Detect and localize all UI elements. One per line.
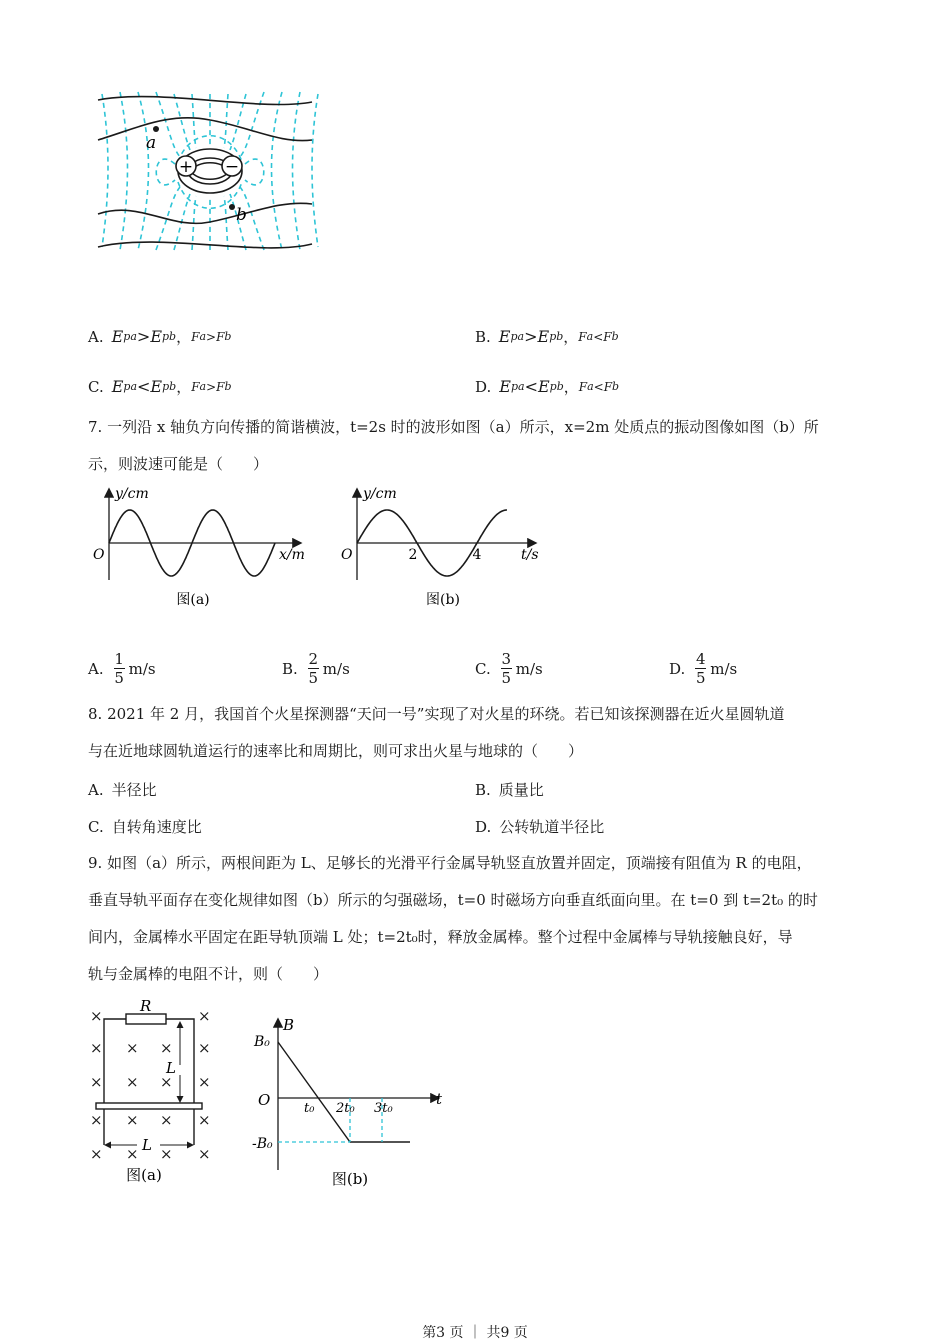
tlabel-b: t/s bbox=[521, 547, 539, 563]
label-B: B bbox=[283, 1016, 295, 1034]
relation: < bbox=[524, 377, 538, 396]
label-b: b bbox=[236, 205, 247, 225]
q7-option-b[interactable] bbox=[282, 650, 350, 687]
relation: < bbox=[137, 377, 151, 396]
numerator: 2 bbox=[308, 650, 319, 668]
energy-subscript: pb bbox=[162, 380, 177, 393]
energy-subscript: pa bbox=[123, 380, 138, 393]
q8-option-b[interactable] bbox=[475, 779, 544, 800]
cross-mark: × bbox=[160, 1145, 173, 1163]
energy-symbol: E bbox=[499, 377, 511, 396]
cross-mark: × bbox=[126, 1145, 139, 1163]
numerator: 4 bbox=[695, 650, 706, 668]
option-label: B. bbox=[475, 327, 491, 346]
fraction bbox=[695, 650, 706, 687]
cross-mark: × bbox=[198, 1039, 211, 1057]
unit: m/s bbox=[322, 659, 350, 678]
cross-mark: × bbox=[90, 1145, 103, 1163]
ylabel-a: y/cm bbox=[115, 486, 149, 502]
fraction bbox=[114, 650, 125, 687]
numerator: 3 bbox=[501, 650, 511, 668]
force-subscript: b bbox=[611, 330, 619, 343]
separator: ， bbox=[563, 328, 579, 346]
label-negB0: -B₀ bbox=[252, 1136, 273, 1152]
force-relation: < bbox=[593, 329, 604, 344]
energy-subscript: pa bbox=[510, 380, 525, 393]
energy-symbol: E bbox=[150, 327, 162, 346]
xlabel-a: x/m bbox=[279, 547, 305, 563]
dipole-field-figure bbox=[90, 82, 330, 262]
force-symbol: F bbox=[191, 329, 200, 344]
option-label: A. bbox=[88, 327, 104, 346]
cross-mark: × bbox=[90, 1111, 103, 1129]
cross-mark: × bbox=[126, 1111, 139, 1129]
fraction bbox=[308, 650, 319, 687]
unit: m/s bbox=[710, 659, 738, 678]
fraction bbox=[501, 650, 512, 687]
option-text: 公转轨道半径比 bbox=[499, 818, 605, 836]
cross-mark: × bbox=[160, 1073, 173, 1091]
option-label: D. bbox=[669, 659, 686, 678]
q7-line2: 示，则波速可能是（ ） bbox=[88, 455, 269, 473]
tick-2: 2 bbox=[408, 547, 418, 563]
q7-option-a[interactable] bbox=[88, 650, 156, 687]
cross-mark: × bbox=[160, 1111, 173, 1129]
cross-mark: × bbox=[126, 1073, 139, 1091]
force-relation: > bbox=[206, 329, 217, 344]
relation: > bbox=[136, 327, 151, 346]
wave-figure-a bbox=[85, 480, 325, 615]
force-subscript: a bbox=[586, 330, 594, 343]
force-subscript: a bbox=[587, 380, 594, 393]
label-R: R bbox=[140, 997, 152, 1015]
caption-a: 图(a) bbox=[176, 592, 210, 608]
denominator: 5 bbox=[695, 669, 706, 687]
q9-line4: 轨与金属棒的电阻不计，则（ ） bbox=[88, 965, 329, 983]
force-symbol: F bbox=[216, 379, 225, 394]
label-t0: t₀ bbox=[304, 1101, 315, 1116]
energy-symbol: E bbox=[150, 377, 163, 396]
energy-subscript: pa bbox=[510, 330, 525, 343]
rail-figure-a bbox=[82, 995, 217, 1190]
wave-figure-b bbox=[335, 480, 545, 615]
option-label: C. bbox=[475, 659, 491, 678]
origin-b: O bbox=[341, 547, 353, 563]
tick-4: 4 bbox=[472, 547, 482, 563]
option-label: B. bbox=[475, 780, 491, 799]
cross-mark: × bbox=[90, 1073, 103, 1091]
option-text: 自转角速度比 bbox=[111, 818, 202, 836]
label-a: a bbox=[146, 133, 157, 153]
force-symbol: F bbox=[191, 379, 200, 394]
q8-option-c[interactable] bbox=[88, 816, 202, 837]
option-label: C. bbox=[88, 817, 104, 836]
cross-mark: × bbox=[126, 1039, 139, 1057]
cross-mark: × bbox=[198, 1007, 211, 1025]
force-symbol: F bbox=[216, 329, 225, 344]
denominator: 5 bbox=[501, 669, 511, 687]
option-label: C. bbox=[88, 377, 104, 396]
option-label: B. bbox=[282, 659, 298, 678]
q8-line1: 8. 2021 年 2 月，我国首个火星探测器“天问一号”实现了对火星的环绕。若已知该探测器在近火星圆轨道 bbox=[88, 705, 785, 723]
option-label: D. bbox=[475, 817, 492, 836]
relation: > bbox=[524, 327, 538, 346]
cross-mark: × bbox=[90, 1007, 103, 1025]
force-symbol: F bbox=[603, 379, 613, 394]
energy-subscript: pb bbox=[162, 330, 177, 343]
label-2t0: 2t₀ bbox=[336, 1101, 355, 1116]
option-text: 质量比 bbox=[498, 781, 544, 799]
force-symbol: F bbox=[578, 329, 587, 344]
energy-subscript: pb bbox=[549, 380, 564, 393]
cross-mark: × bbox=[198, 1145, 211, 1163]
caption-9b: 图(b) bbox=[331, 1170, 369, 1188]
label-L-vertical: L bbox=[166, 1059, 176, 1077]
cross-mark: × bbox=[198, 1073, 211, 1091]
q9-line1: 9. 如图（a）所示，两根间距为 L、足够长的光滑平行金属导轨竖直放置并固定，顶端接有阻值为 R 的电阻， bbox=[88, 854, 812, 872]
q6-option-b[interactable] bbox=[475, 326, 619, 347]
denominator: 5 bbox=[308, 669, 319, 687]
option-text: 半径比 bbox=[111, 781, 157, 799]
cross-mark: × bbox=[160, 1039, 173, 1057]
force-subscript: a bbox=[199, 330, 206, 343]
numerator: 1 bbox=[114, 650, 124, 668]
denominator: 5 bbox=[114, 669, 124, 687]
energy-symbol: E bbox=[537, 327, 550, 346]
energy-subscript: pa bbox=[123, 330, 137, 343]
point-a bbox=[153, 126, 159, 132]
q8-option-a[interactable] bbox=[88, 779, 157, 800]
positive-sign: + bbox=[178, 157, 194, 177]
label-t: t bbox=[436, 1090, 443, 1108]
separator: ， bbox=[563, 378, 579, 396]
q9-line2: 垂直导轨平面存在变化规律如图（b）所示的匀强磁场，t=0 时磁场方向垂直纸面向里。在 t=0 到 t=2t₀ 的时 bbox=[88, 891, 818, 909]
unit: m/s bbox=[515, 659, 543, 678]
energy-symbol: E bbox=[111, 377, 124, 396]
force-symbol: F bbox=[578, 379, 588, 394]
energy-symbol: E bbox=[498, 327, 511, 346]
cross-mark: × bbox=[198, 1111, 211, 1129]
resistor bbox=[126, 1014, 166, 1024]
option-label: A. bbox=[88, 659, 104, 678]
force-subscript: b bbox=[224, 330, 232, 343]
unit: m/s bbox=[128, 659, 156, 678]
energy-symbol: E bbox=[111, 327, 124, 346]
force-subscript: b bbox=[224, 380, 232, 393]
q7-option-c[interactable] bbox=[475, 650, 543, 687]
separator: ， bbox=[176, 378, 192, 396]
label-L-horizontal: L bbox=[142, 1136, 152, 1154]
ylabel-b: y/cm bbox=[363, 486, 397, 502]
caption-9a: 图(a) bbox=[126, 1166, 162, 1184]
separator: ， bbox=[176, 328, 192, 346]
label-3t0: 3t₀ bbox=[374, 1101, 393, 1116]
q7-option-d[interactable] bbox=[669, 650, 737, 687]
force-subscript: a bbox=[199, 380, 207, 393]
label-O: O bbox=[258, 1091, 271, 1109]
force-relation: > bbox=[206, 379, 217, 394]
q8-option-d[interactable] bbox=[475, 816, 604, 837]
cross-mark: × bbox=[90, 1039, 103, 1057]
force-relation: < bbox=[593, 379, 604, 394]
q8-line2: 与在近地球圆轨道运行的速率比和周期比，则可求出火星与地球的（ ） bbox=[88, 742, 584, 760]
option-label: A. bbox=[88, 780, 104, 799]
force-symbol: F bbox=[603, 329, 612, 344]
energy-symbol: E bbox=[537, 377, 550, 396]
q6-option-c[interactable] bbox=[88, 376, 232, 397]
page-footer: 第3 页 ｜ 共9 页 bbox=[422, 1325, 528, 1341]
label-B0: B₀ bbox=[254, 1034, 270, 1050]
q6-option-d[interactable] bbox=[475, 376, 619, 397]
q6-option-a[interactable] bbox=[88, 326, 231, 347]
negative-sign: − bbox=[224, 157, 240, 177]
caption-b: 图(b) bbox=[426, 592, 460, 608]
point-b bbox=[229, 204, 235, 210]
option-label: D. bbox=[475, 377, 492, 396]
b-t-graph bbox=[250, 1012, 450, 1192]
energy-subscript: pb bbox=[549, 330, 564, 343]
q9-line3: 间内，金属棒水平固定在距导轨顶端 L 处；t=2t₀时，释放金属棒。整个过程中金属棒与导轨接触良好，导 bbox=[88, 928, 793, 946]
metal-rod bbox=[96, 1103, 202, 1109]
origin-a: O bbox=[93, 547, 105, 563]
force-subscript: b bbox=[612, 380, 620, 393]
q7-line1: 7. 一列沿 x 轴负方向传播的简谐横波，t=2s 时的波形如图（a）所示，x=2m 处质点的振动图像如图（b）所 bbox=[88, 418, 819, 436]
B-line bbox=[278, 1042, 410, 1142]
left-top-wire bbox=[104, 1019, 126, 1025]
